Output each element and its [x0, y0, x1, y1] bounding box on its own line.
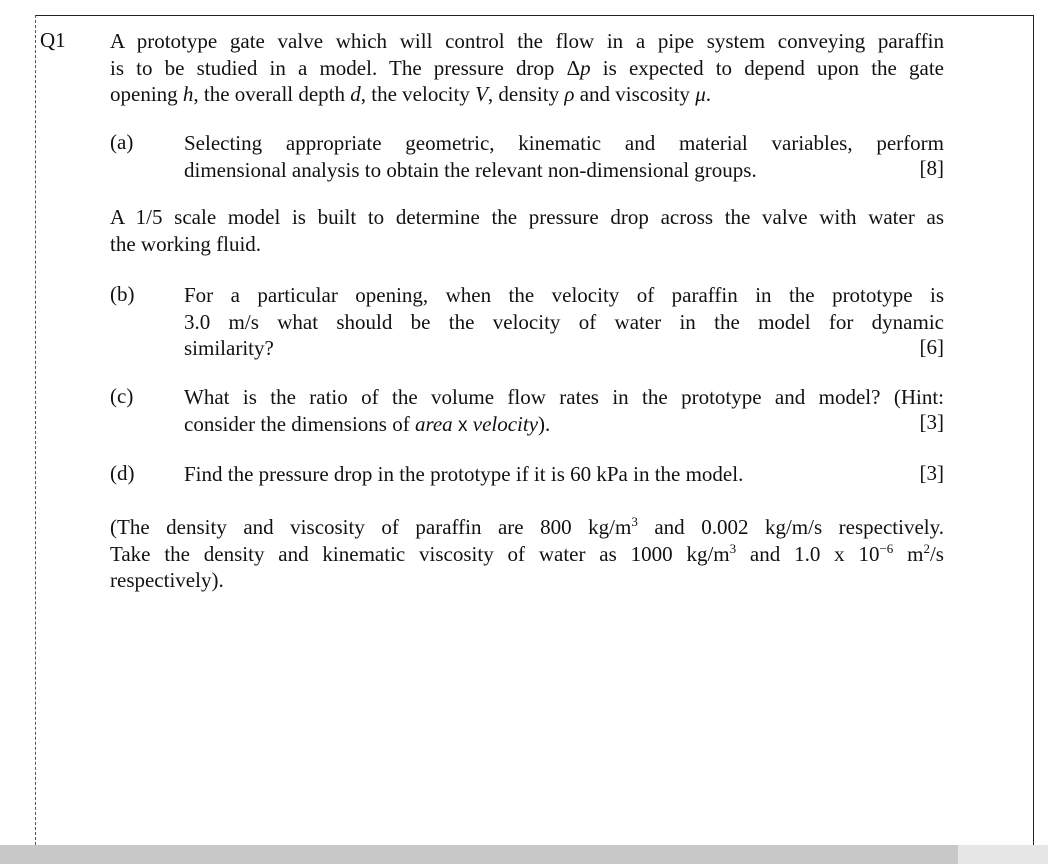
part-c-text — [184, 384, 944, 439]
model-line: the working fluid. — [110, 231, 262, 256]
note-line: Take the density and kinematic viscosity of water as 1000 $kg/m^3$ and 1.0 x $10^{-6}$ $m^2/s$ — [110, 540, 944, 566]
part-d-marks: [3] — [919, 461, 944, 485]
frame-left-dashed-border — [35, 15, 36, 845]
part-b-line: For a particular opening, when the velocity of paraffin in the prototype is — [184, 283, 944, 307]
part-a-text — [184, 130, 944, 183]
scrollbar-corner — [958, 845, 1048, 864]
part-a-label: (a) — [110, 130, 134, 154]
model-statement — [110, 204, 944, 257]
model-line: A 1/5 scale model is built to determine the pressure drop across the valve with water as — [110, 205, 944, 229]
part-b-label: (b) — [110, 282, 135, 306]
part-c-line: consider the dimensions of area x velocity). — [184, 411, 551, 436]
question-intro — [110, 28, 944, 108]
note-line: respectively). — [110, 568, 224, 592]
frame-top-border — [36, 15, 1034, 16]
data-note — [110, 514, 944, 594]
part-a-line: dimensional analysis to obtain the relevant non-dimensional groups. — [184, 157, 757, 182]
frame-right-border — [1033, 15, 1034, 845]
note-line: (The density and viscosity of paraffin are 800 $kg/m^3$ and 0.002 kg/m/s respectively. — [110, 514, 944, 539]
part-b-line: 3.0 m/s what should be the velocity of water in the model for dynamic — [184, 309, 944, 334]
part-d-label: (d) — [110, 461, 135, 485]
part-a-marks: [8] — [919, 156, 944, 180]
horizontal-scrollbar-track[interactable] — [0, 845, 958, 864]
part-c-line: What is the ratio of the volume flow rates in the prototype and model? (Hint: — [184, 385, 944, 409]
part-b-marks: [6] — [919, 335, 944, 359]
part-b-line: similarity? — [184, 336, 274, 360]
intro-line: A prototype gate valve which will control the flow in a pipe system conveying paraffin — [110, 29, 944, 53]
part-b-text — [184, 282, 944, 362]
part-c-label: (c) — [110, 384, 134, 408]
part-a-line: Selecting appropriate geometric, kinematic and material variables, perform — [184, 131, 944, 155]
intro-line: opening h, the overall depth d, the velocity V, density ρ and viscosity μ. — [110, 82, 711, 106]
intro-line: is to be studied in a model. The pressure drop Δp is expected to depend upon the gate — [110, 55, 944, 80]
part-d-text: Find the pressure drop in the prototype if it is 60 kPa in the model. — [184, 462, 744, 486]
question-number: Q1 — [40, 28, 66, 52]
part-c-marks: [3] — [919, 410, 944, 434]
